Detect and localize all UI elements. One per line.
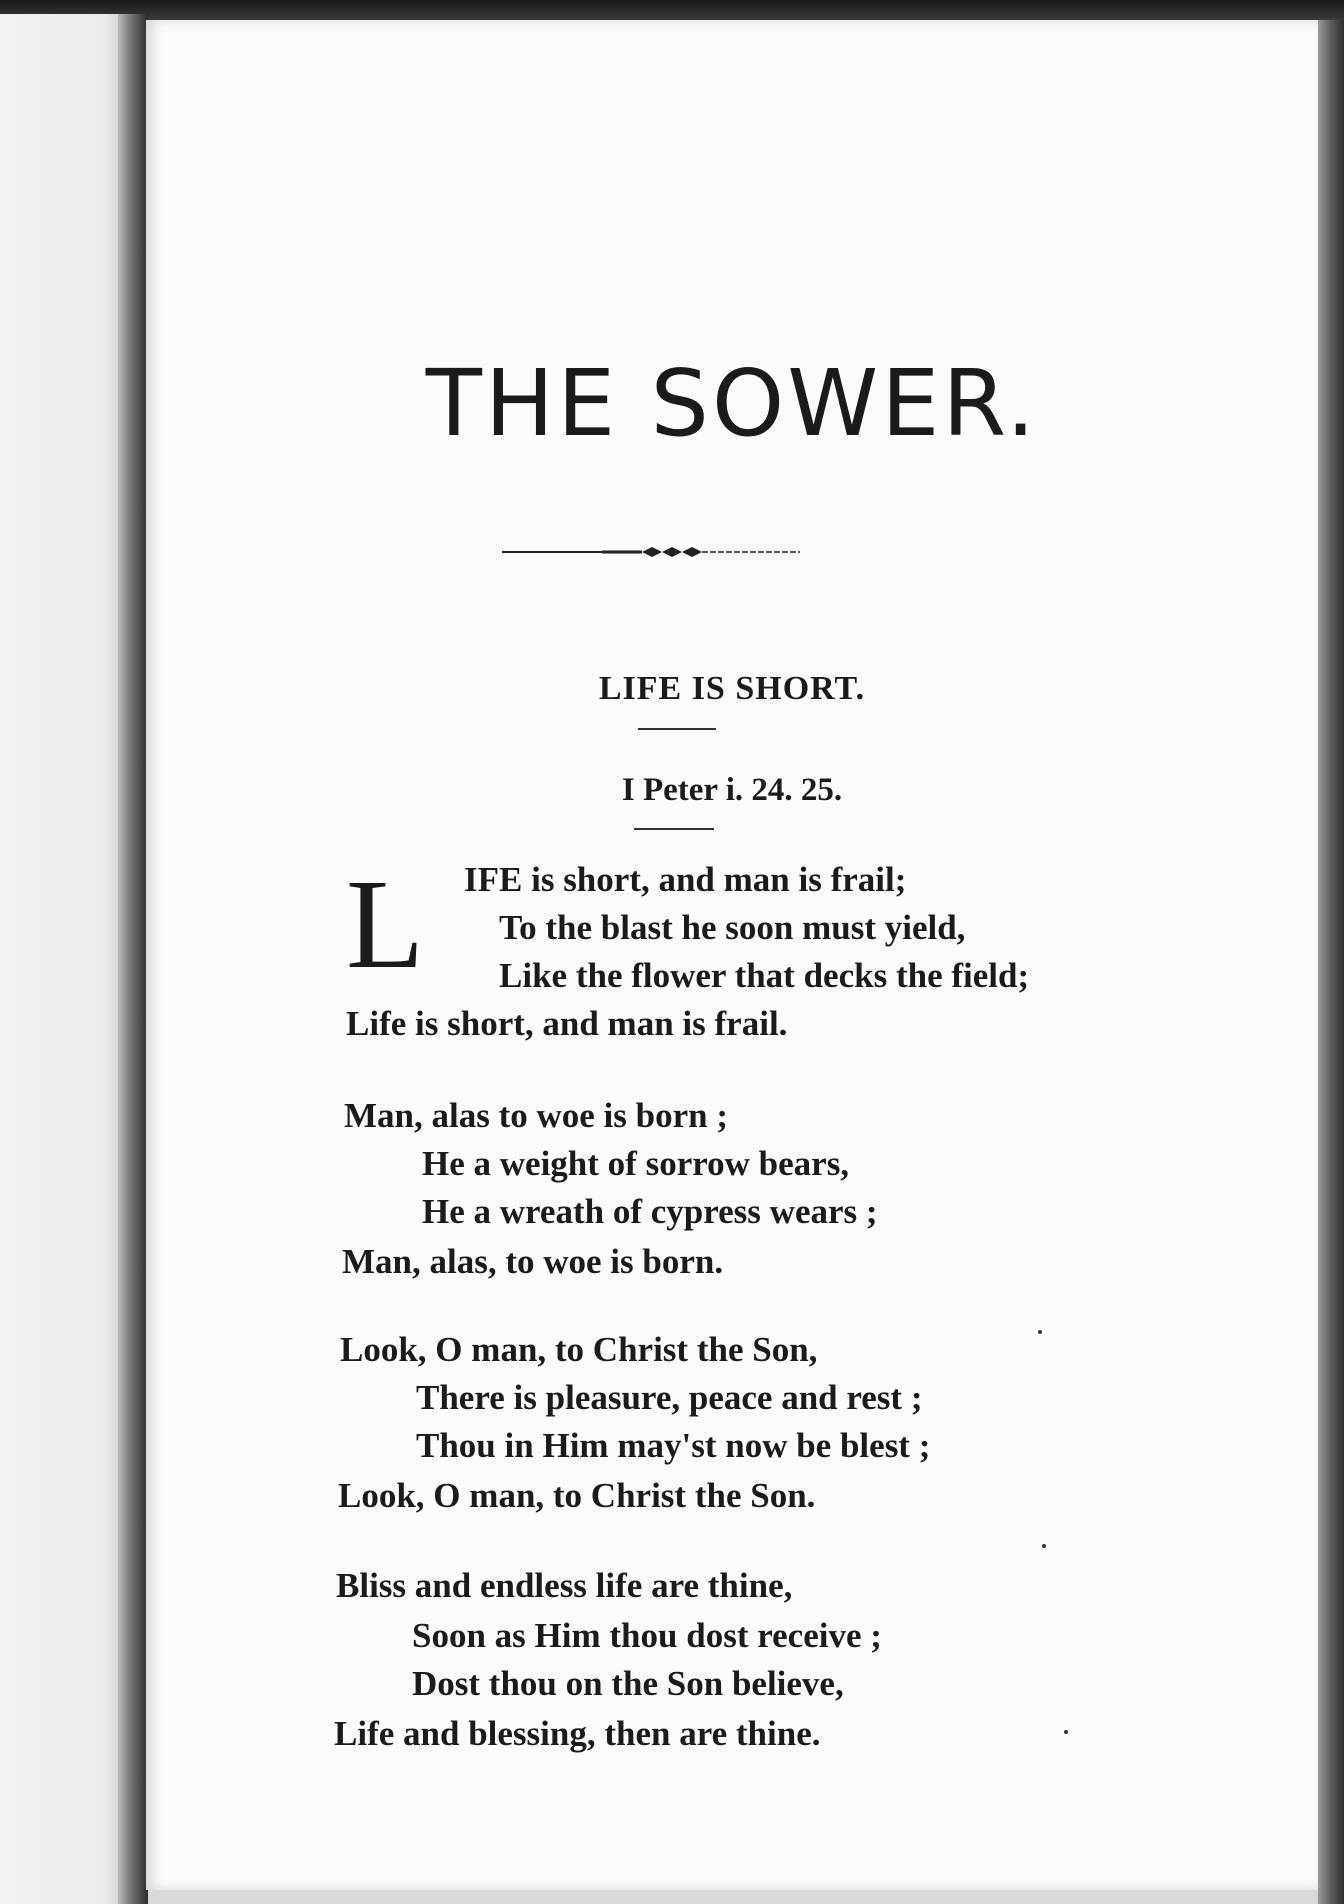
poem-line: He a wreath of cypress wears ;	[422, 1192, 878, 1231]
poem-line: Life is short, and man is frail.	[346, 1004, 788, 1043]
poem-line: Man, alas to woe is born ;	[344, 1096, 729, 1135]
ink-speck	[1064, 1730, 1068, 1734]
book-page	[146, 20, 1318, 1890]
poem-line: Bliss and endless life are thine,	[336, 1566, 793, 1605]
poem-line: IFE is short, and man is frail;	[464, 860, 907, 899]
poem-line: Man, alas, to woe is born.	[342, 1242, 724, 1281]
poem-line: To the blast he soon must yield,	[499, 908, 966, 947]
poem-line: Soon as Him thou dost receive ;	[412, 1616, 882, 1655]
poem-line: Like the flower that decks the field;	[499, 956, 1030, 995]
poem-line: There is pleasure, peace and rest ;	[416, 1378, 923, 1417]
drop-cap: L	[346, 853, 425, 995]
poem-line: Life and blessing, then are thine.	[334, 1714, 821, 1753]
poem-line: Look, O man, to Christ the Son.	[338, 1476, 816, 1515]
book-gutter	[118, 14, 148, 1904]
ornament-divider	[502, 542, 800, 562]
page-content	[146, 20, 1318, 1890]
poem-line: He a weight of sorrow bears,	[422, 1144, 850, 1183]
book-title: THE SOWER.	[425, 350, 1039, 457]
poem-line: Dost thou on the Son believe,	[412, 1664, 844, 1703]
poem-title: LIFE IS SHORT.	[598, 670, 866, 707]
ink-speck	[1038, 1330, 1042, 1334]
scan-top-edge	[0, 0, 1344, 20]
poem-line: Look, O man, to Christ the Son,	[340, 1330, 818, 1369]
scripture-reference: I Peter i. 24. 25.	[621, 772, 843, 808]
rule-under-title	[638, 728, 716, 730]
rule-under-reference	[634, 828, 714, 830]
ink-speck	[1042, 1544, 1046, 1548]
poem-line: Thou in Him may'st now be blest ;	[416, 1426, 931, 1465]
page-stack-edge	[1318, 20, 1344, 1904]
